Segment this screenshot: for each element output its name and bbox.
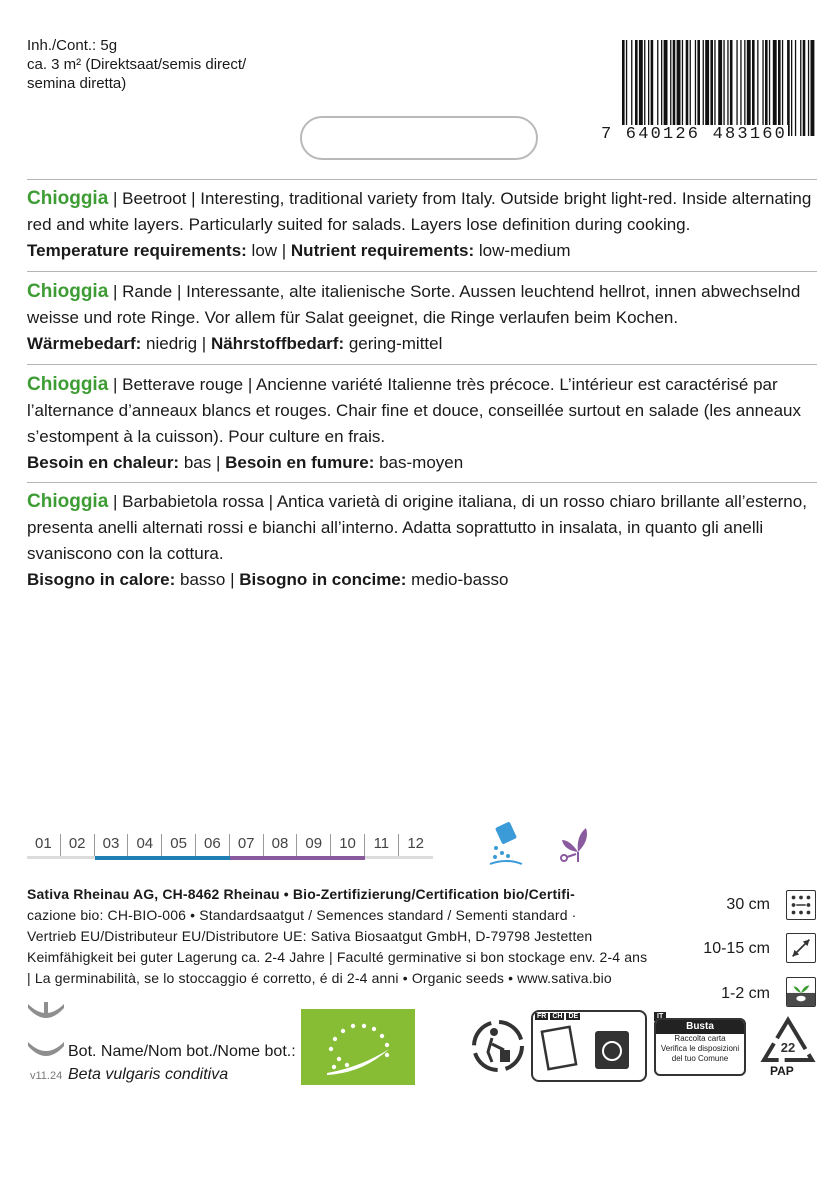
requirement-label: Nährstoffbedarf:: [210, 334, 345, 353]
requirement-value: gering-mittel: [344, 334, 443, 353]
barcode-bar: [635, 40, 638, 136]
barcode-bar: [723, 40, 724, 136]
requirement-label: Bisogno in concime:: [239, 570, 407, 589]
sativa-arc-icon: [26, 1040, 66, 1062]
sativa-logo-icon: [26, 1002, 66, 1024]
harvest-period-bar: [230, 856, 365, 860]
description-en: [27, 186, 817, 264]
requirement-label: Temperature requirements:: [27, 241, 247, 260]
description-text: weisse und rote Ringe. Vor allem für Salat geeignet, die Ringe verlaufen beim Kochen.: [27, 308, 679, 327]
month-label: 06: [196, 834, 230, 856]
busta-text: Raccolta carta: [674, 1034, 726, 1043]
barcode-bar: [730, 40, 733, 136]
company-line: Vertrieb EU/Distributeur EU/Distributore UE: Sativa Biosaatgut GmbH, D-79798 Jestetten: [27, 928, 593, 944]
tidyman-recycle-icon: [470, 1016, 526, 1076]
month-label: 05: [162, 834, 196, 856]
barcode-bar: [639, 40, 643, 136]
barcode-bar: [651, 40, 654, 136]
pap-label: PAP: [770, 1064, 794, 1078]
month-label: 10: [331, 834, 365, 856]
sowing-period-bar: [95, 856, 230, 860]
company-line: Keimfähigkeit bei guter Lagerung ca. 2-4 Jahre | Faculté germinative si bon stockage env. 2-4 ans: [27, 949, 648, 965]
barcode-bar: [762, 40, 763, 136]
barcode-bar: [787, 40, 790, 136]
barcode-bar: [648, 40, 649, 136]
eu-organic-logo: [301, 1009, 415, 1085]
variety-name: Chioggia: [27, 491, 109, 512]
country-tag: FR: [537, 1013, 547, 1020]
botanical-label: Bot. Name/Nom bot./Nome bot.:: [68, 1043, 296, 1060]
sowing-depth-label: 1-2 cm: [721, 985, 770, 1002]
requirement-value: niedrig |: [141, 334, 211, 353]
seed-packet-icon: [486, 822, 526, 866]
barcode-bar: [747, 40, 751, 136]
barcode-bar: [769, 40, 770, 136]
month-label: 12: [407, 835, 424, 852]
barcode-bar: [808, 40, 809, 136]
barcode-bar: [686, 40, 689, 136]
country-tag: CH: [552, 1013, 563, 1020]
contents-line-1: Inh./Cont.: 5g: [27, 37, 118, 54]
barcode-bar: [697, 40, 700, 136]
barcode-bar: [677, 40, 681, 136]
description-fr: [27, 372, 817, 476]
requirement-label: Besoin en chaleur:: [27, 453, 180, 472]
requirement-label: Wärmebedarf:: [27, 334, 142, 353]
barcode-bar: [740, 40, 741, 136]
month-label: 04: [128, 834, 162, 856]
contents-line-3: semina diretta): [27, 75, 127, 92]
variety-name: Chioggia: [27, 281, 109, 302]
requirement-label: Bisogno in calore:: [27, 570, 176, 589]
barcode-bar: [670, 40, 671, 136]
packet-window: [300, 116, 538, 160]
requirement-value: bas |: [179, 453, 226, 472]
company-line: cazione bio: CH-BIO-006 • Standardsaatgut / Semences standard / Sementi standard ·: [27, 907, 577, 923]
barcode-bar: [782, 40, 783, 136]
country-tag: DE: [568, 1013, 579, 1020]
triman-box: [531, 1010, 647, 1082]
barcode-bar: [622, 40, 625, 136]
description-de: [27, 279, 817, 357]
plant-spacing-label: 30 cm: [726, 896, 770, 913]
month-label: 09: [297, 834, 331, 856]
barcode-bar: [710, 40, 713, 136]
package-contents: [27, 36, 246, 93]
barcode-bar: [664, 40, 668, 136]
busta-title: Busta: [656, 1020, 744, 1034]
requirement-value: bas-moyen: [374, 453, 464, 472]
contents-line-2: ca. 3 m² (Direktsaat/semis direct/: [27, 56, 247, 73]
barcode-bar: [795, 40, 796, 136]
barcode-bar: [811, 40, 815, 136]
barcode-bar: [705, 40, 709, 136]
barcode-bar: [695, 40, 696, 136]
requirement-value: low |: [246, 241, 291, 260]
requirement-value: low-medium: [474, 241, 571, 260]
barcode-number-text: 7 640126 483160: [601, 125, 788, 144]
barcode-bar: [703, 40, 704, 136]
barcode-bar: [752, 40, 755, 136]
version-label: v11.24: [30, 1070, 63, 1082]
description-text: | Barbabietola rossa | Antica varietà di origine italiana, di un rosso chiaro brillante all’esterno,: [108, 492, 807, 511]
busta-label: [654, 1018, 746, 1076]
pap-number: 22: [780, 1040, 796, 1055]
month-label: 02: [61, 834, 95, 856]
description-text: | Rande | Interessante, alte italienische Sorte. Aussen leuchtend hellrot, innen abwechselnd: [108, 282, 801, 301]
barcode-bar: [673, 40, 676, 136]
month-label: 03: [95, 834, 129, 856]
month-label: 01: [27, 834, 61, 856]
divider: [27, 482, 817, 483]
barcode-bar: [682, 40, 683, 136]
company-line: Sativa Rheinau AG, CH-8462 Rheinau • Bio-Zertifizierung/Certification bio/Certifi-: [27, 886, 575, 902]
divider: [27, 364, 817, 365]
description-it: [27, 489, 817, 593]
barcode-bar: [718, 40, 722, 136]
barcode-bar: [803, 40, 806, 136]
month-label: 11: [365, 834, 399, 856]
plant-spacing-icon: [786, 890, 816, 920]
description-text: | Beetroot | Interesting, traditional variety from Italy. Outside bright light-red. Inside alternating: [108, 189, 812, 208]
barcode-bar: [727, 40, 728, 136]
eu-organic-leaf-icon: [301, 1009, 415, 1085]
barcode-bar: [800, 40, 801, 136]
barcode-bar: [661, 40, 662, 136]
divider: [27, 271, 817, 272]
company-info: [27, 884, 677, 989]
row-distance-label: 10-15 cm: [703, 940, 770, 957]
pap-recycling-triangle-icon: [760, 1016, 816, 1066]
sprout-scissors-icon: [556, 822, 598, 866]
month-label: 08: [264, 834, 298, 856]
description-text: l’alternance d’anneaux blancs et rouges. Chair fine et douce, conseillée surtout en salade (les anneaux: [27, 401, 801, 420]
botanical-name: Beta vulgaris conditiva: [68, 1066, 229, 1083]
barcode-bar: [773, 40, 777, 136]
description-text: s’estompent à la cuisson). Pour culture en frais.: [27, 427, 386, 446]
requirement-value: basso |: [175, 570, 240, 589]
sowing-depth-icon: [786, 977, 816, 1007]
divider: [27, 179, 817, 180]
barcode-number: [600, 125, 818, 144]
barcode-bar: [778, 40, 781, 136]
variety-name: Chioggia: [27, 188, 109, 209]
description-text: red and white layers. Particularly suited for salads. Layers lose definition during cooking.: [27, 215, 691, 234]
barcode-bar: [744, 40, 745, 136]
barcode-bar: [690, 40, 691, 136]
row-distance-icon: [786, 933, 816, 963]
requirement-value: medio-basso: [406, 570, 509, 589]
description-text: | Betterave rouge | Ancienne variété Italienne très précoce. L’intérieur est caractérisé par: [108, 375, 778, 394]
barcode-bar: [765, 40, 768, 136]
variety-name: Chioggia: [27, 374, 109, 395]
barcode-bar: [626, 40, 627, 136]
barcode-bar: [736, 40, 737, 136]
busta-text: Verifica le disposizioni: [660, 1044, 740, 1053]
it-tag: IT: [654, 1012, 666, 1021]
month-label: 07: [230, 834, 264, 856]
barcode-bar: [631, 40, 632, 136]
description-text: presenta anelli alternati rossi e bianchi all’interno. Adatta soprattutto in insalata, in quanto gli anelli: [27, 518, 764, 537]
paper-bin-icon: [533, 1021, 645, 1077]
company-line: | La germinabilità, se lo stoccaggio é corretto, é di 2-4 anni • Organic seeds • www.sativa.bio: [27, 970, 612, 986]
barcode-bar: [791, 40, 792, 136]
barcode-bar: [657, 40, 658, 136]
description-text: svaniscono con la cottura.: [27, 544, 224, 563]
barcode-bar: [714, 40, 715, 136]
barcode-bar: [644, 40, 645, 136]
busta-text: del tuo Comune: [671, 1054, 729, 1063]
barcode-bar: [757, 40, 758, 136]
requirement-label: Nutrient requirements:: [290, 241, 475, 260]
requirement-label: Besoin en fumure:: [225, 453, 375, 472]
month-calendar: [27, 834, 433, 856]
